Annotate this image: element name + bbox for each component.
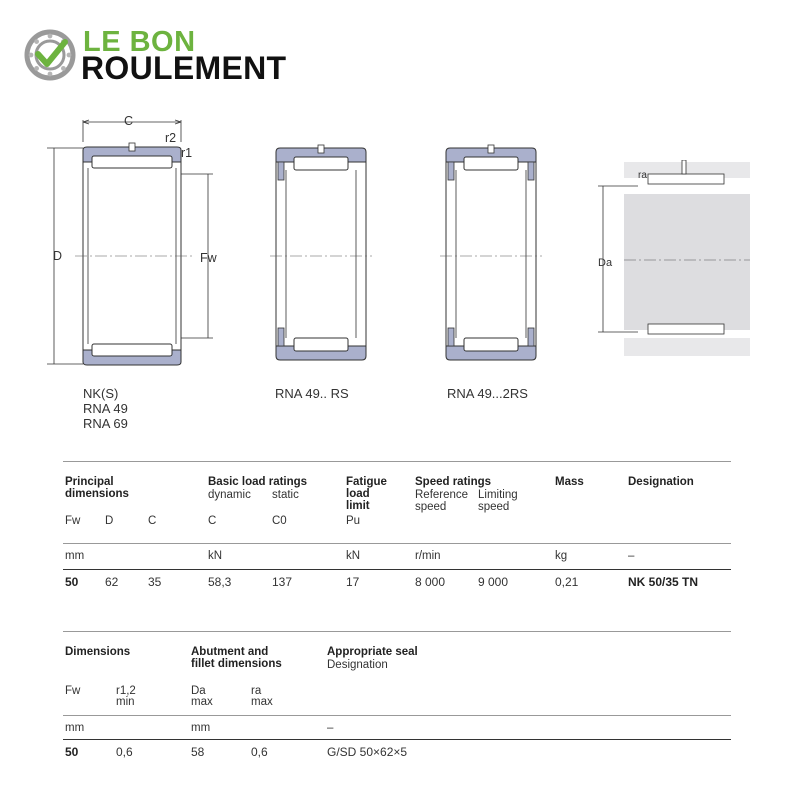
t1-sym-c0: C0 bbox=[272, 515, 287, 527]
t1-sym-d: D bbox=[105, 515, 114, 527]
t2-sub-max-ra: max bbox=[251, 696, 273, 708]
t1-units-rule bbox=[63, 569, 731, 570]
t2-sub-max-da: max bbox=[191, 696, 213, 708]
t2-sym-r12: r1,2 bbox=[116, 685, 136, 697]
t2-cell-fw: 50 bbox=[65, 745, 79, 759]
t2-sym-ra: ra bbox=[251, 685, 262, 697]
caption-nks: NK(S) bbox=[83, 386, 119, 401]
dim-label-d: D bbox=[53, 249, 63, 263]
table1-top-rule bbox=[63, 461, 731, 462]
dim-label-r2: r2 bbox=[165, 131, 177, 145]
table2-top-rule bbox=[63, 631, 731, 632]
t1-sym-pu: Pu bbox=[346, 515, 361, 527]
bearing-drawing-rna49-2rs bbox=[440, 140, 545, 370]
t1-unit-kg: kg bbox=[555, 550, 568, 562]
t1-cell-limiting: 9 000 bbox=[478, 575, 509, 589]
t2-cell-r12: 0,6 bbox=[116, 745, 133, 759]
t2-cell-seal: G/SD 50×62×5 bbox=[327, 745, 408, 759]
t1-head-load: Basic load ratings bbox=[208, 476, 308, 488]
t1-unit-dash: – bbox=[628, 550, 635, 562]
t1-head-designation: Designation bbox=[628, 476, 694, 488]
t1-head-principal: Principal dimensions bbox=[65, 476, 129, 500]
t2-head-abutment: Abutment and fillet dimensions bbox=[191, 646, 282, 670]
brand-logo-bearing-icon bbox=[24, 29, 76, 81]
dim-label-r1: r1 bbox=[181, 146, 193, 160]
t2-sub-min: min bbox=[116, 696, 135, 708]
dim-label-fw: Fw bbox=[200, 251, 217, 265]
t2-sym-da: Da bbox=[191, 685, 206, 697]
t1-unit-kn-load: kN bbox=[208, 550, 223, 562]
t2-units-rule bbox=[63, 739, 731, 740]
t1-cell-dynamic: 58,3 bbox=[208, 575, 232, 589]
t1-cell-c: 35 bbox=[148, 575, 162, 589]
t2-cell-ra: 0,6 bbox=[251, 745, 268, 759]
t1-sym-c: C bbox=[148, 515, 157, 527]
t2-sym-fw: Fw bbox=[65, 685, 81, 697]
dim-label-ra: ra bbox=[638, 170, 647, 181]
t2-header-rule bbox=[63, 715, 731, 716]
t1-sub-limiting: Limiting speed bbox=[478, 489, 518, 513]
t1-unit-mm: mm bbox=[65, 550, 85, 562]
t1-sym-c-dyn: C bbox=[208, 515, 217, 527]
t1-head-mass: Mass bbox=[555, 476, 584, 488]
caption-rna49-rs: RNA 49.. RS bbox=[275, 386, 349, 401]
dim-label-c: C bbox=[124, 114, 134, 128]
t1-head-fatigue: Fatigue load limit bbox=[346, 476, 387, 512]
caption-rna49: RNA 49 bbox=[83, 401, 128, 416]
t2-unit-mm-abutment: mm bbox=[191, 722, 211, 734]
t1-cell-static: 137 bbox=[272, 575, 293, 589]
caption-rna49-2rs: RNA 49...2RS bbox=[447, 386, 528, 401]
brand-name-line1: LE BON bbox=[83, 26, 196, 58]
t2-unit-dash: – bbox=[327, 722, 334, 734]
brand-name-line2: ROULEMENT bbox=[81, 50, 287, 86]
t1-head-speed: Speed ratings bbox=[415, 476, 492, 488]
t2-sub-seal-designation: Designation bbox=[327, 659, 388, 671]
bearing-drawing-rna49-rs bbox=[270, 140, 375, 370]
t1-unit-kn-fatigue: kN bbox=[346, 550, 361, 562]
t1-sub-reference: Reference speed bbox=[415, 489, 469, 513]
caption-rna69: RNA 69 bbox=[83, 416, 128, 431]
t2-head-seal: Appropriate seal bbox=[327, 646, 418, 658]
t1-sym-fw: Fw bbox=[65, 515, 81, 527]
dim-label-da: Da bbox=[598, 257, 613, 269]
abutment-drawing bbox=[598, 160, 753, 360]
t2-unit-mm-dims: mm bbox=[65, 722, 85, 734]
t1-cell-pu: 17 bbox=[346, 575, 360, 589]
bearing-drawing-nks bbox=[45, 112, 230, 374]
t1-unit-rmin: r/min bbox=[415, 550, 441, 562]
t2-cell-da: 58 bbox=[191, 745, 205, 759]
t1-sub-dynamic: dynamic bbox=[208, 489, 251, 501]
t1-cell-fw: 50 bbox=[65, 575, 79, 589]
t1-cell-d: 62 bbox=[105, 575, 119, 589]
t1-header-rule bbox=[63, 543, 731, 544]
t1-cell-reference: 8 000 bbox=[415, 575, 446, 589]
t2-head-dimensions: Dimensions bbox=[65, 646, 131, 658]
t1-cell-designation: NK 50/35 TN bbox=[628, 575, 699, 589]
t1-sub-static: static bbox=[272, 489, 299, 501]
t1-cell-mass: 0,21 bbox=[555, 575, 579, 589]
